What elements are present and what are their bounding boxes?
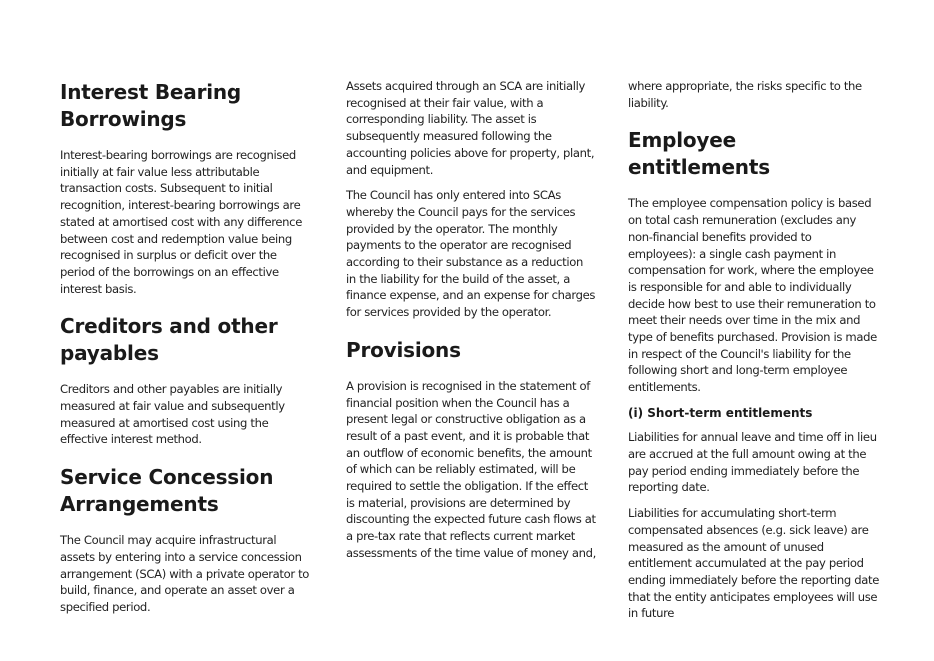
column-1 (60, 79, 310, 625)
column-3 (628, 78, 880, 631)
heading-creditors-and-other-payables: Creditors and other payables (60, 314, 278, 366)
heading-service-concession-arrangements: Service Concession Arrangements (60, 465, 274, 517)
paragraph-sca-assets: Assets acquired through an SCA are initially recognised at their fair value, with a corresponding liability. The asset is subsequently measured following the accounting policies above for property, plant, and equipment. (346, 79, 595, 177)
column-2 (346, 78, 596, 571)
paragraph-annual-leave: Liabilities for annual leave and time off in lieu are accrued at the full amount owing at the pay period ending immediately before the reporting date. (628, 430, 877, 495)
subheading-short-term-entitlements: (i) Short-term entitlements (628, 405, 813, 420)
paragraph-council-scas: The Council has only entered into SCAs whereby the Council pays for the services provided by the operator. The monthly payments to the operator are recognised according to their substance as a reduction in the liability for the build of the asset, a finance expense, and an expense for charges for services provided by the operator. (346, 188, 596, 320)
paragraph-employee-policy: The employee compensation policy is based on total cash remuneration (excludes any non-financial benefits provided to employees): a single cash payment in compensation for work, where the employee is responsible for and able to individually decide how best to use their remuneration to meet their needs over time in the mix and type of benefits purchased. Provision is made in respect of the Council's liability for the following short and long-term employee entitlements. (628, 196, 877, 395)
heading-employee-entitlements: Employee entitlements (628, 128, 770, 180)
paragraph-sca: The Council may acquire infrastructural assets by entering into a service concession arrangement (SCA) with a private operator to build, finance, and operate an asset over a specified period. (60, 533, 310, 614)
heading-provisions: Provisions (346, 337, 461, 362)
paragraph-provisions-continued: where appropriate, the risks specific to the liability. (628, 79, 862, 110)
paragraph-provisions: A provision is recognised in the statement of financial position when the Council has a present legal or constructive obligation as a result of a past event, and it is probable that an outflow of economic benefits, the amount of which can be reliably estimated, will be required to settle the obligation. If the effect is material, provisions are determined by discounting the expected future cash flows at a pre-tax rate that reflects current market assessments of the time value of money and, (346, 378, 596, 560)
paragraph-creditors: Creditors and other payables are initially measured at fair value and subsequently measured at amortised cost using the effective interest method. (60, 382, 285, 447)
paragraph-accumulating-absences: Liabilities for accumulating short-term compensated absences (e.g. sick leave) are measured as the amount of unused entitlement accumulated at the pay period ending immediately before the reporting date that the entity anticipates employees will use in future (628, 506, 880, 621)
heading-interest-bearing-borrowings: Interest Bearing Borrowings (60, 80, 242, 131)
paragraph-borrowings: Interest-bearing borrowings are recognised initially at fair value less attributable transaction costs. Subsequent to initial recognition, interest-bearing borrowings are stated at amortised cost with any difference between cost and redemption value being recognised in surplus or deficit over the period of the borrowings on an effective interest basis. (60, 148, 302, 296)
